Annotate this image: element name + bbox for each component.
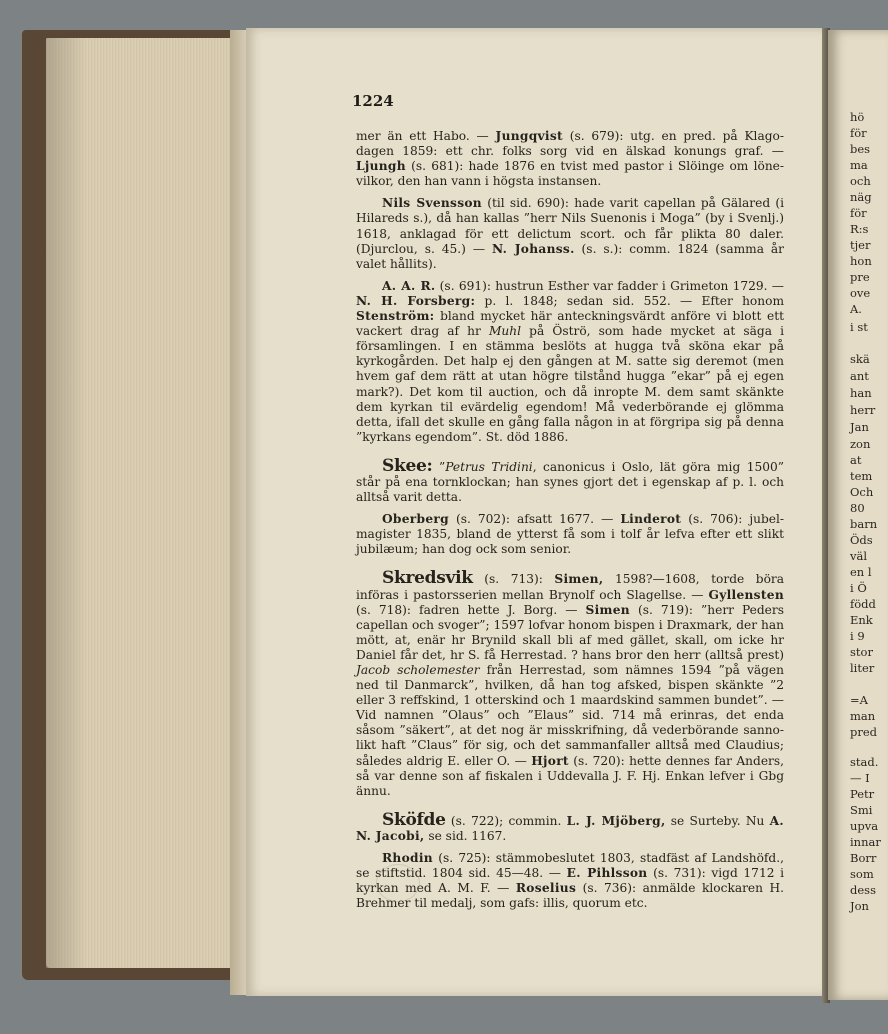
- right-page-text-fragment: ove: [850, 286, 871, 300]
- text-run: (s. 679): utg. en pred. på Klago-dagen 1859: ett chr. folks sorg vid en älskad konungs graf. —: [356, 129, 784, 159]
- right-page-text-fragment: ma: [850, 158, 868, 172]
- right-page-text-fragment: R:s: [850, 222, 869, 236]
- right-page-text-fragment: i Ö: [850, 581, 867, 595]
- text-run: (s. 722); commin.: [445, 813, 567, 828]
- right-page-text-fragment: en l: [850, 565, 872, 579]
- text-run: (til sid. 690): hade varit capellan på Gälared (i Hilareds s.), då han kallas ”herr Nils Suenonis i Moga” (by i Svenlj.) 1618, anklagad för ett delictum scort. och får plikta 80 daler. (Djurclou, s. 45.) —: [356, 196, 784, 256]
- right-page-text-fragment: han: [850, 386, 872, 400]
- text-run: (s. 702): afsatt 1677. —: [448, 512, 621, 527]
- right-page-text-fragment: man: [850, 709, 876, 723]
- right-page-text-fragment: i st: [850, 320, 868, 334]
- right-page-text-fragment: född: [850, 597, 876, 611]
- page-number: 1224: [352, 92, 394, 110]
- right-page-text-fragment: tjer: [850, 238, 871, 252]
- right-page-text-fragment: och: [850, 174, 871, 188]
- right-page-text-fragment: dess: [850, 883, 876, 897]
- text-run: (s. 736): anmälde klockaren H. Brehmer til medalj, som gafs: illis, quorum etc.: [356, 881, 784, 911]
- name-entry: Gyllensten: [708, 587, 784, 602]
- italic-text: Petrus Tridini: [445, 459, 533, 474]
- text-run: (s. 731): vigd 1712 i kyrkan med A. M. F. —: [356, 866, 784, 896]
- name-entry: Ljungh: [356, 159, 406, 174]
- right-page-text-fragment: Jon: [850, 899, 869, 913]
- page-block-edges: [46, 38, 238, 968]
- right-page-text-fragment: ant: [850, 369, 869, 383]
- paragraph: [356, 851, 784, 911]
- right-page-text-fragment: Jan: [850, 420, 869, 434]
- right-page-text-fragment: bes: [850, 142, 871, 156]
- right-page-text-fragment: för: [850, 206, 867, 220]
- right-page-text-fragment: Öds: [850, 533, 873, 547]
- right-page-text-fragment: väl: [850, 549, 868, 563]
- text-run: , canonicus i Oslo, lät göra mig 1500” står på ena tornklockan; han synes gjort det i egenskap af p. l. och alltså varit detta.: [356, 459, 784, 505]
- name-entry: Simen: [585, 602, 630, 617]
- text-run: (s. 725): stämmobeslutet 1803, stadfäst af Landshöfd., se stiftstid. 1804 sid. 45—48. —: [356, 851, 784, 881]
- right-page-text-fragment: liter: [850, 661, 875, 675]
- paragraph: [356, 568, 784, 798]
- headword: Skee:: [382, 455, 433, 476]
- name-entry: Rhodin: [382, 851, 433, 866]
- right-page-text-fragment: stad.: [850, 755, 879, 769]
- right-page-text-fragment: 80: [850, 501, 865, 515]
- right-page-text-fragment: =A: [850, 693, 868, 707]
- headword: Skredsvik: [382, 568, 473, 589]
- right-page-text-fragment: skä: [850, 352, 870, 366]
- name-entry: Jungqvist: [495, 129, 563, 143]
- right-page-text-fragment: Borr: [850, 851, 877, 865]
- text-run: mer än ett Habo. —: [356, 129, 496, 143]
- text-run: (s. s.): comm. 1824 (samma år valet hållits).: [356, 241, 784, 271]
- text-run: (s. 706): jubel-magister 1835, bland de ytterst få som i tolf år lefva efter ett slikt jubilæum; han dog ock som senior.: [356, 512, 784, 557]
- right-page-text-fragment: pred: [850, 725, 878, 739]
- name-entry: Roselius: [515, 881, 577, 896]
- text-run: (s. 691): hustrun Esther var fadder i Grimeton 1729. —: [435, 278, 784, 293]
- paragraph: [356, 196, 784, 271]
- name-entry: A. A. R.: [382, 278, 436, 293]
- right-page-text-fragment: pre: [850, 270, 870, 284]
- right-page-text-fragment: innar: [850, 835, 881, 849]
- right-page-text-fragment: stor: [850, 645, 873, 659]
- name-entry: N. Johanss.: [491, 241, 575, 256]
- text-run: (s. 720): hette dennes far Anders, så var denne son af fiskalen i Uddevalla J. F. Hj. Enkan lefver i Gbg ännu.: [356, 753, 784, 798]
- text-run: 1598?—1608, torde böra införas i pastorsserien mellan Brynolf och Slagellse. —: [356, 572, 784, 602]
- right-page-text-fragment: at: [850, 453, 862, 467]
- right-page-text-fragment: — I: [850, 771, 870, 785]
- name-entry: Hjort: [531, 753, 569, 768]
- right-page-text-fragment: hon: [850, 254, 872, 268]
- right-page-text-fragment: zon: [850, 437, 871, 451]
- right-page-text-fragment: herr: [850, 403, 876, 417]
- right-page-text-fragment: upva: [850, 819, 879, 833]
- right-page-text-fragment: barn: [850, 517, 878, 531]
- right-page-text-fragment: som: [850, 867, 874, 881]
- name-entry: Nils Svensson: [382, 196, 482, 211]
- paragraph: [356, 512, 784, 557]
- paragraph: [356, 809, 784, 844]
- text-run: ”: [432, 459, 446, 474]
- italic-text: Jacob scholemester: [356, 663, 480, 677]
- text-run: (s. 718): fadren hette J. Borg. —: [356, 602, 586, 617]
- right-page-text-fragment: Smi: [850, 803, 873, 817]
- name-entry: Stenström:: [356, 309, 435, 324]
- text-run: (s. 713):: [472, 572, 555, 587]
- name-entry: E. Pihlsson: [566, 866, 648, 881]
- name-entry: N. H. Forsberg:: [356, 293, 476, 308]
- name-entry: Oberberg: [382, 512, 449, 527]
- right-page-fragment: [828, 30, 888, 1000]
- text-run: (s. 681): hade 1876 en tvist med pastor i Slöinge om löne-vilkor, den han vann i högsta instansen.: [356, 159, 784, 189]
- right-page-text-fragment: hö: [850, 110, 865, 124]
- right-page-text-fragment: för: [850, 126, 867, 140]
- text-run: från Herrestad, som nämnes 1594 ”på vägen ned til Danmarck”, hvilken, då han tog afsked, bispen skänkte ”2 eller 3 reffskind, 1 otterskind och 1 maardskind sammen bundet”. — Vid namnen ”Olaus” och ”Elaus” sid. 714 må erinras, det enda såsom ”säkert”, at det nog är misskrifning, då vederbörande sanno-likt haft ”Claus” för sig, och det sammanfaller alltså med Claudius; således aldrig E. eller O. —: [356, 663, 784, 768]
- name-entry: A. N. Jacobi,: [356, 813, 784, 843]
- right-page-text-fragment: Och: [850, 485, 874, 499]
- text-run: p. l. 1848; sedan sid. 552. — Efter honom: [475, 293, 784, 308]
- right-page-text-fragment: tem: [850, 469, 873, 483]
- name-entry: Simen,: [554, 572, 604, 587]
- library-stamp: [376, 864, 420, 902]
- right-page-text-fragment: A.: [850, 302, 862, 316]
- text-run: på Öströ, som hade mycket at säga i församlingen. I en stämma beslöts at hugga två sköna ekar på kyrkogården. Det halp ej den gången at M. satte sig deremot (men hvem gaf dem rätt at utan högre tilstånd hugga ”ekar” på ej egen mark?). Det kom til auction, och då inropte M. dem samt skänkte dem kyrkan til evärdelig egendom! Må vederbörande ej glömma detta, ifall det skulle en gång falla någon in at förgripa sig på denna ”kyrkans egendom”. St. död 1886.: [356, 324, 784, 444]
- right-page-text-fragment: näg: [850, 190, 872, 204]
- text-run: se Surteby. Nu: [665, 813, 770, 828]
- right-page-text-fragment: Petr: [850, 787, 875, 801]
- text-run: (s. 719): ”herr Peders capellan och svoger”; 1597 lofvar honom bispen i Draxmark, der han mött, at, enär hr Brynild skall bli af med gället, skall, om icke hr Daniel får det, hr S. få Herrestad. ? hans bror den herr (alltså prest): [356, 602, 784, 662]
- paragraph: [356, 279, 784, 445]
- paragraph: [356, 129, 784, 189]
- name-entry: Linderot: [620, 512, 682, 527]
- name-entry: L. J. Mjöberg,: [566, 813, 666, 828]
- right-page-text-fragment: Enk: [850, 613, 873, 627]
- italic-text: Muhl: [488, 324, 522, 339]
- page-text: [356, 129, 784, 911]
- paragraph: [356, 455, 784, 505]
- text-run: bland mycket här anteckningsvärdt anföre vi blott ett vackert drag af hr: [356, 309, 784, 339]
- right-page-text-fragment: i 9: [850, 629, 865, 643]
- headword: Sköfde: [382, 809, 446, 830]
- text-run: se sid. 1167.: [424, 828, 507, 843]
